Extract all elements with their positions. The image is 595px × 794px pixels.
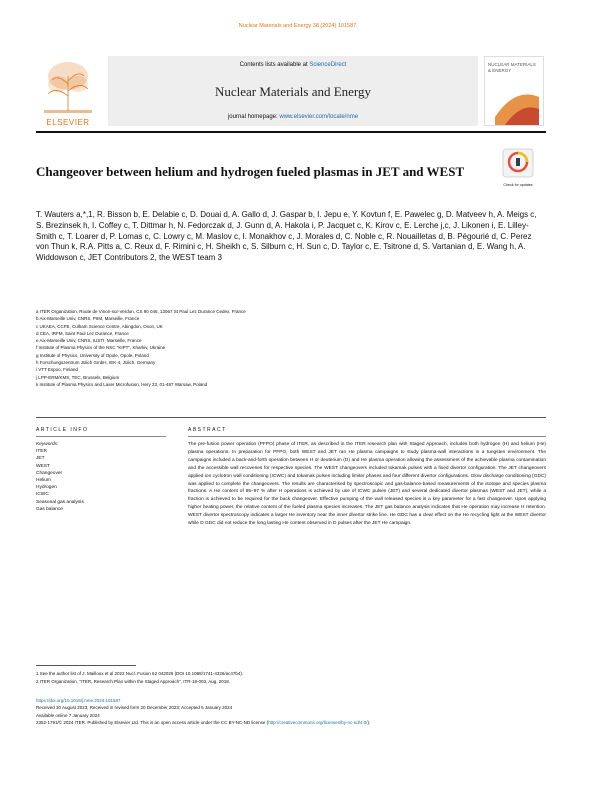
homepage-link[interactable]: www.elsevier.com/locate/nme <box>279 114 359 120</box>
article-info-heading: ARTICLE INFO <box>36 427 89 433</box>
affiliation: e Aix-Marseille Univ, CNRS, IUSTI, Marseille, France <box>36 338 142 344</box>
check-updates-label: Check for updates <box>503 183 533 187</box>
affiliation: g Institute of Physics, University of Opole, Opole, Poland <box>36 352 149 358</box>
keyword: Hydrogen <box>36 485 57 491</box>
abstract-text: The pre-fusion power operation (PFPO) phase of ITER, as described in the ITER research plan with Staged Approach, includes both hydrogen (H) and helium (He) plasma operations. In preparation for PFPO, both WEST and JET ran He plasma campaigns to study plasma-wall interactions in a tungsten environment. The campaigns included a back-and-forth operation between H or deuterium (D) and He plasma operation allowing the assessment of the achievable plasma contamination and the accessible wall recoveries for respective species. The WEST changeovers included tokamak pulses with a fixed divertor configuration. The JET changeovers applied ion cyclotron wall conditioning (ICWC) and tokamak pulses including limiter phases and four different divertor configurations. Glow discharge conditioning (GDC) was applied to complete the changeovers. The results are characterised by spectroscopic and gas-balance-based measurements of the isotope and species plasma fractions. A He content of 85–97 % after H operations is achieved by use of ICWC pulses (JET) and several dedicated divertor plasmas (WEST and JET), while a fraction is achieved to be required for the back changeover. Effective pumping of the wall released species is a key parameter for a fast changeover. Upon applying higher heating power, the relative content of the fueled plasma species increases. The JET gas balance analysis indicates that He operation may increase H retention. WEST divertor spectroscopy indicates a larger He inventory near the inner divertor strike line. He GDC has a clear effect on the He recycling light at the WEST divertor while D GDC did not reduce the long lasting He content observed in D pulses after the JET He campaign. <box>188 442 546 527</box>
contents-line <box>108 62 478 68</box>
footnote: 2 ITER Organization, "ITER, Research Plan within the Staged Approach", ITR-18-003, Aug. 2018. <box>36 678 231 684</box>
license-end: ). <box>367 720 371 726</box>
author-list: T. Wauters a,*,1, R. Bisson b, E. Delabie c, D. Douai d, A. Gallo d, J. Gaspar b, I. Jepu e, Y. Kovtun f, E. Pawelec g, D. Matveev h, A. Meigs c, S. Brezinsek h, I. Coffey c, T. Dittmar h, N. Fedorczak d, J. Gunn d, A. Hakola i, P. Jacquet c, K. Kirov c, E. Lerche j,c, J. Likonen i, E. Lilley-Smith c, T. Loarer d, P. Lomas c, C. Lowry c, M. Maslov c, I. Monakhov c, J. Morales d, C. Noble c, R. Nouailletas d, B. Pégourié d, C. Perez von Thun k, R.A. Pitts a, C. Reux d, F. Rimini c, H. Sheikh c, S. Silburn c, H. Sun c, D. Taylor c, E. Tsitrone d, S. Vartanian d, E. Wang h, A. Widdowson c, JET Contributors 2, the WEST team 3 <box>36 210 537 263</box>
sciencedirect-link[interactable]: ScienceDirect <box>309 62 347 68</box>
affiliation: k Institute of Plasma Physics and Laser Microfusion, Hery 23, 01-497 Warsaw, Poland <box>36 381 208 387</box>
journal-title: Nuclear Materials and Energy <box>214 84 372 99</box>
affiliation: c UKAEA, CCFE, Culham Science Centre, Abingdon, Oxon, UK <box>36 323 163 329</box>
article-metadata <box>36 697 546 727</box>
footnote: 1 See the author list of J. Mailloux et al 2022 Nucl. Fusion 62 042026 (DOI 10.1088/1741-4326/ac47b4). <box>36 671 244 676</box>
footnote-rule <box>36 665 136 666</box>
affiliation: a ITER Organization, Route de Vinon-sur-Verdon, CS 90 046, 13067 St Paul Lez Durance Cedex, France <box>36 309 246 314</box>
keyword: WEST <box>36 463 50 469</box>
elsevier-logo <box>36 56 100 126</box>
check-for-updates-button[interactable] <box>502 148 534 188</box>
keyword: Changeover <box>36 470 63 476</box>
affiliation: i VTT Espoo, Finland <box>36 367 78 373</box>
article-title: Changeover between helium and hydrogen fueled plasmas in JET and WEST <box>36 164 465 179</box>
available-online: Available online 7 January 2024 <box>36 712 100 718</box>
abstract-heading: ABSTRACT <box>188 427 227 433</box>
license-line <box>36 719 546 726</box>
affiliation: d CEA, IRFM, Saint Paul Lez Durance, France <box>36 330 129 336</box>
homepage-prefix: journal homepage: <box>227 114 278 120</box>
keyword: JET <box>36 456 45 462</box>
keyword: ICWC <box>36 492 49 498</box>
doi-link[interactable]: https://doi.org/10.1016/j.nme.2024.101587 <box>36 698 121 703</box>
keyword: ITER <box>36 449 47 455</box>
received-dates: Received 30 August 2023; Received in revised form 20 December 2023; Accepted 5 January 2024 <box>36 705 233 711</box>
keyword: Helium <box>36 478 51 484</box>
keyword: Gas balance <box>36 506 63 512</box>
keywords-block <box>36 441 166 513</box>
header-rule <box>36 131 546 133</box>
info-rule <box>36 436 166 437</box>
affiliation: h Forschungszentrum Jülich GmbH, IEK-4, Jülich, Germany <box>36 360 156 366</box>
contents-prefix: Contents lists available at <box>239 62 308 68</box>
journal-reference[interactable]: Nuclear Materials and Energy 38 (2024) 101587 <box>238 23 357 29</box>
license-link[interactable]: http://creativecommons.org/licenses/by-nc-nd/4.0/ <box>268 720 368 726</box>
footnotes <box>36 670 546 685</box>
cover-title: NUCLEAR MATERIALS & ENERGY <box>488 62 536 73</box>
license-text: 2352-1791/© 2024 ITER. Published by Elsevier Ltd. This is an open access article under the CC BY-NC-ND license ( <box>36 720 269 726</box>
publisher-name: ELSEVIER <box>46 118 90 127</box>
affiliations <box>36 308 546 388</box>
homepage-line <box>108 114 478 120</box>
affiliation: b Aix-Marseille Univ, CNRS, PIIM, Marseille, France <box>36 316 140 322</box>
section-rule <box>36 417 546 418</box>
abstract-rule <box>188 436 546 437</box>
keyword: Seasonal gas analysis <box>36 499 84 505</box>
keywords-label: Keywords: <box>36 442 59 447</box>
affiliation: j LPP-ERM/KMS, TEC, Brussels, Belgium <box>36 374 120 380</box>
affiliation: f Institute of Plasma Physics of the NSC "KIPT", Kharkiv, Ukraine <box>36 345 166 351</box>
